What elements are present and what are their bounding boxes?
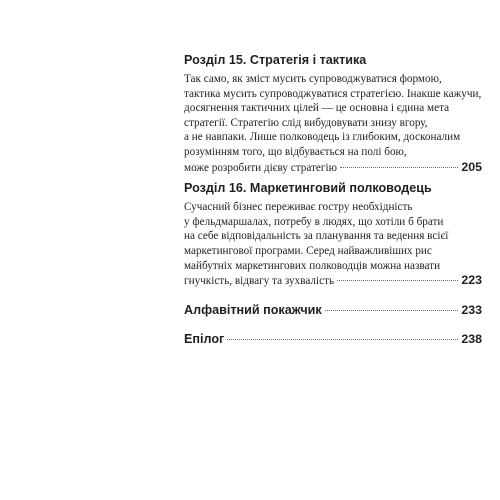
dot-leader	[325, 310, 459, 311]
chapter-15-summary-line: Так само, як зміст мусить супроводжуватися формою,	[184, 73, 442, 85]
chapter-16-summary-line: майбутніх маркетингових полководців можна назвати	[184, 259, 441, 272]
table-of-contents	[184, 52, 482, 347]
epilogue-title: Епілог	[184, 331, 225, 346]
chapter-15-page-number: 205	[461, 159, 482, 174]
dot-leader	[337, 280, 458, 281]
chapter-16-title: Розділ 16. Маркетинговий полководець	[184, 181, 432, 196]
alphabetical-index-title: Алфавітний покажчик	[184, 302, 322, 317]
chapter-15-summary-line: розумінням того, що відбувається на полі бою,	[184, 145, 407, 158]
chapter-16-summary-line: на себе відповідальність за планування та ведення всієї	[184, 230, 449, 243]
alphabetical-index-entry	[184, 302, 482, 318]
chapter-16-summary-line: Сучасний бізнес переживає гостру необхідність	[184, 201, 413, 214]
chapter-15-summary-line: тактика мусить супроводжуватися стратегією. Інакше кажучи,	[184, 87, 482, 100]
epilogue-entry	[184, 331, 482, 347]
dot-leader	[340, 167, 458, 168]
chapter-15-summary-line: стратегії. Стратегію слід вибудовувати знизу вгору,	[184, 116, 428, 129]
chapter-16-summary-line: у фельдмаршалах, потребу в людях, що хотіли б брати	[184, 215, 444, 228]
chapter-15-summary-line: досягнення тактичних цілей — це основна і єдина мета	[184, 102, 450, 115]
chapter-15-title: Розділ 15. Стратегія і тактика	[184, 53, 367, 67]
chapter-16-page-number: 223	[461, 273, 482, 288]
chapter-16-summary	[184, 200, 482, 289]
dot-leader	[227, 339, 458, 340]
chapter-15-summary-last-line: може розробити дієву стратегію	[184, 161, 337, 174]
chapter-15-summary	[184, 72, 482, 175]
chapter-16-page-line	[184, 273, 482, 289]
chapter-16-summary-last-line: гнучкість, відвагу та зухвалість	[184, 275, 335, 288]
chapter-15-page-line	[184, 160, 482, 176]
chapter-15-summary-line: а не навпаки. Лише полководець із глибоким, досконалим	[184, 131, 461, 144]
epilogue-page-number: 238	[461, 331, 482, 346]
alphabetical-index-page-number: 233	[461, 302, 482, 317]
chapter-16-summary-line: маркетингової програми. Серед найважливіших рис	[184, 244, 432, 257]
